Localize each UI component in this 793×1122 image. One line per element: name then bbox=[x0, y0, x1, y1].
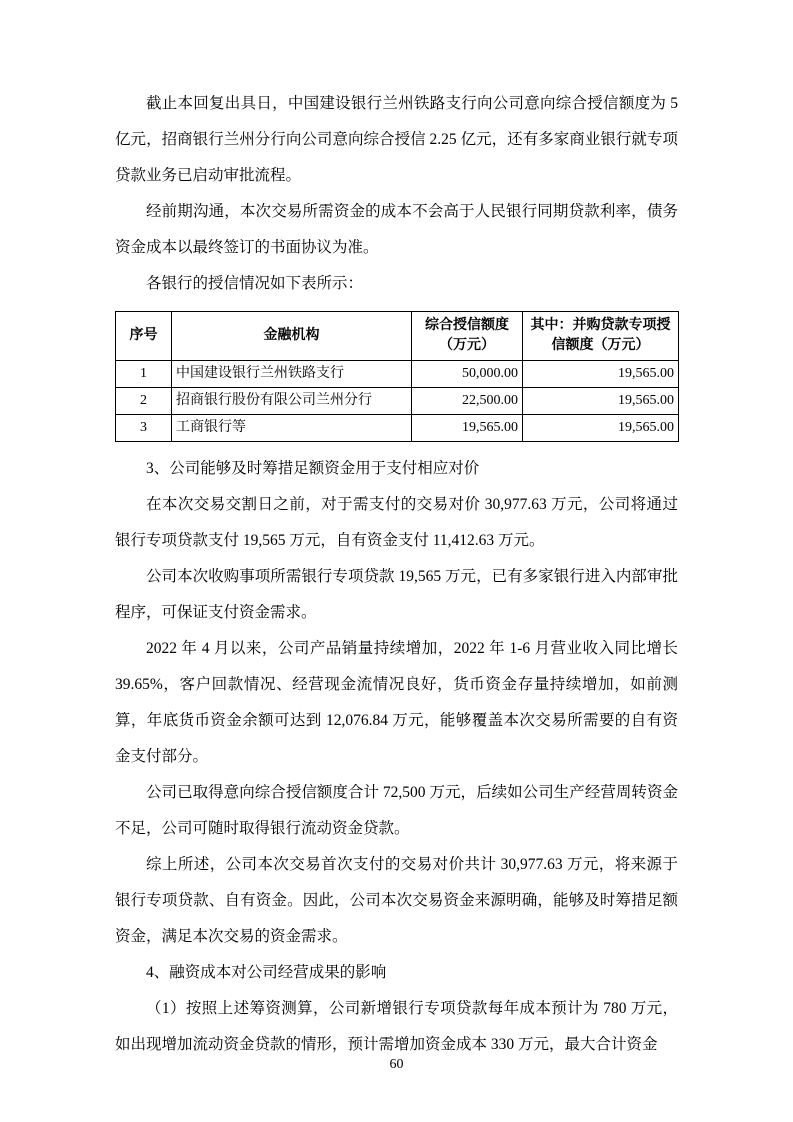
paragraph-payment-plan: 在本次交易交割日之前，对于需支付的交易对价 30,977.63 万元，公司将通过银行专项贷款支付 19,565 万元，自有资金支付 11,412.63 万元。 bbox=[115, 496, 678, 549]
table-row bbox=[116, 415, 679, 442]
paragraph-table-intro: 各银行的授信情况如下表所示： bbox=[146, 275, 364, 292]
document-content bbox=[115, 86, 678, 1063]
cell-total-credit: 50,000.00 bbox=[412, 361, 523, 388]
heading-item-4: 4、融资成本对公司经营成果的影响 bbox=[146, 964, 387, 981]
paragraph-loan-approval: 公司本次收购事项所需银行专项贷款 19,565 万元，已有多家银行进入内部审批程序，可保证支付资金需求。 bbox=[115, 568, 678, 621]
paragraph-funding-cost: 经前期沟通，本次交易所需资金的成本不会高于人民银行同期贷款利率，债务资金成本以最终签订的书面协议为准。 bbox=[115, 203, 678, 256]
table-row bbox=[116, 361, 679, 388]
header-total-credit: 综合授信额度（万元） bbox=[412, 312, 523, 361]
cell-seq-no: 3 bbox=[116, 415, 172, 442]
cell-institution: 工商银行等 bbox=[172, 415, 412, 442]
paragraph-financing-cost: （1）按照上述筹资测算，公司新增银行专项贷款每年成本预计为 780 万元，如出现增加流动资金贷款的情形，预计需增加资金成本 330 万元，最大合计资金 bbox=[115, 1000, 678, 1053]
cell-total-credit: 19,565.00 bbox=[412, 415, 523, 442]
cell-seq-no: 1 bbox=[116, 361, 172, 388]
bank-credit-table bbox=[115, 311, 679, 442]
cell-seq-no: 2 bbox=[116, 388, 172, 415]
paragraph-credit-total: 公司已取得意向综合授信额度合计 72,500 万元，后续如公司生产经营周转资金不足，公司可随时取得银行流动资金贷款。 bbox=[115, 784, 678, 837]
paragraph-credit-overview: 截止本回复出具日，中国建设银行兰州铁路支行向公司意向综合授信额度为 5 亿元，招商银行兰州分行向公司意向综合授信 2.25 亿元，还有多家商业银行就专项贷款业务已启动审批流程。 bbox=[115, 95, 678, 184]
table-row bbox=[116, 388, 679, 415]
cell-institution: 中国建设银行兰州铁路支行 bbox=[172, 361, 412, 388]
paragraph-conclusion: 综上所述，公司本次交易首次支付的交易对价共计 30,977.63 万元，将来源于银行专项贷款、自有资金。因此，公司本次交易资金来源明确，能够及时筹措足额资金，满足本次交易的资金需求。 bbox=[115, 856, 678, 945]
heading-item-3: 3、公司能够及时筹措足额资金用于支付相应对价 bbox=[146, 460, 480, 477]
paragraph-cash-forecast: 2022 年 4 月以来，公司产品销量持续增加，2022 年 1-6 月营业收入同比增长 39.65%，客户回款情况、经营现金流情况良好，货币资金存量持续增加，如前测算，年底货币资金余额可达到 12,076.84 万元，能够覆盖本次交易所需要的自有资金支付部分。 bbox=[115, 640, 678, 765]
table-header-row bbox=[116, 312, 679, 361]
cell-total-credit: 22,500.00 bbox=[412, 388, 523, 415]
cell-special-credit: 19,565.00 bbox=[523, 361, 679, 388]
header-seq-no: 序号 bbox=[116, 312, 172, 361]
page-number: 60 bbox=[389, 1057, 404, 1072]
header-financial-institution: 金融机构 bbox=[172, 312, 412, 361]
cell-institution: 招商银行股份有限公司兰州分行 bbox=[172, 388, 412, 415]
cell-special-credit: 19,565.00 bbox=[523, 388, 679, 415]
cell-special-credit: 19,565.00 bbox=[523, 415, 679, 442]
header-special-loan-credit: 其中：并购贷款专项授信额度（万元） bbox=[523, 312, 679, 361]
